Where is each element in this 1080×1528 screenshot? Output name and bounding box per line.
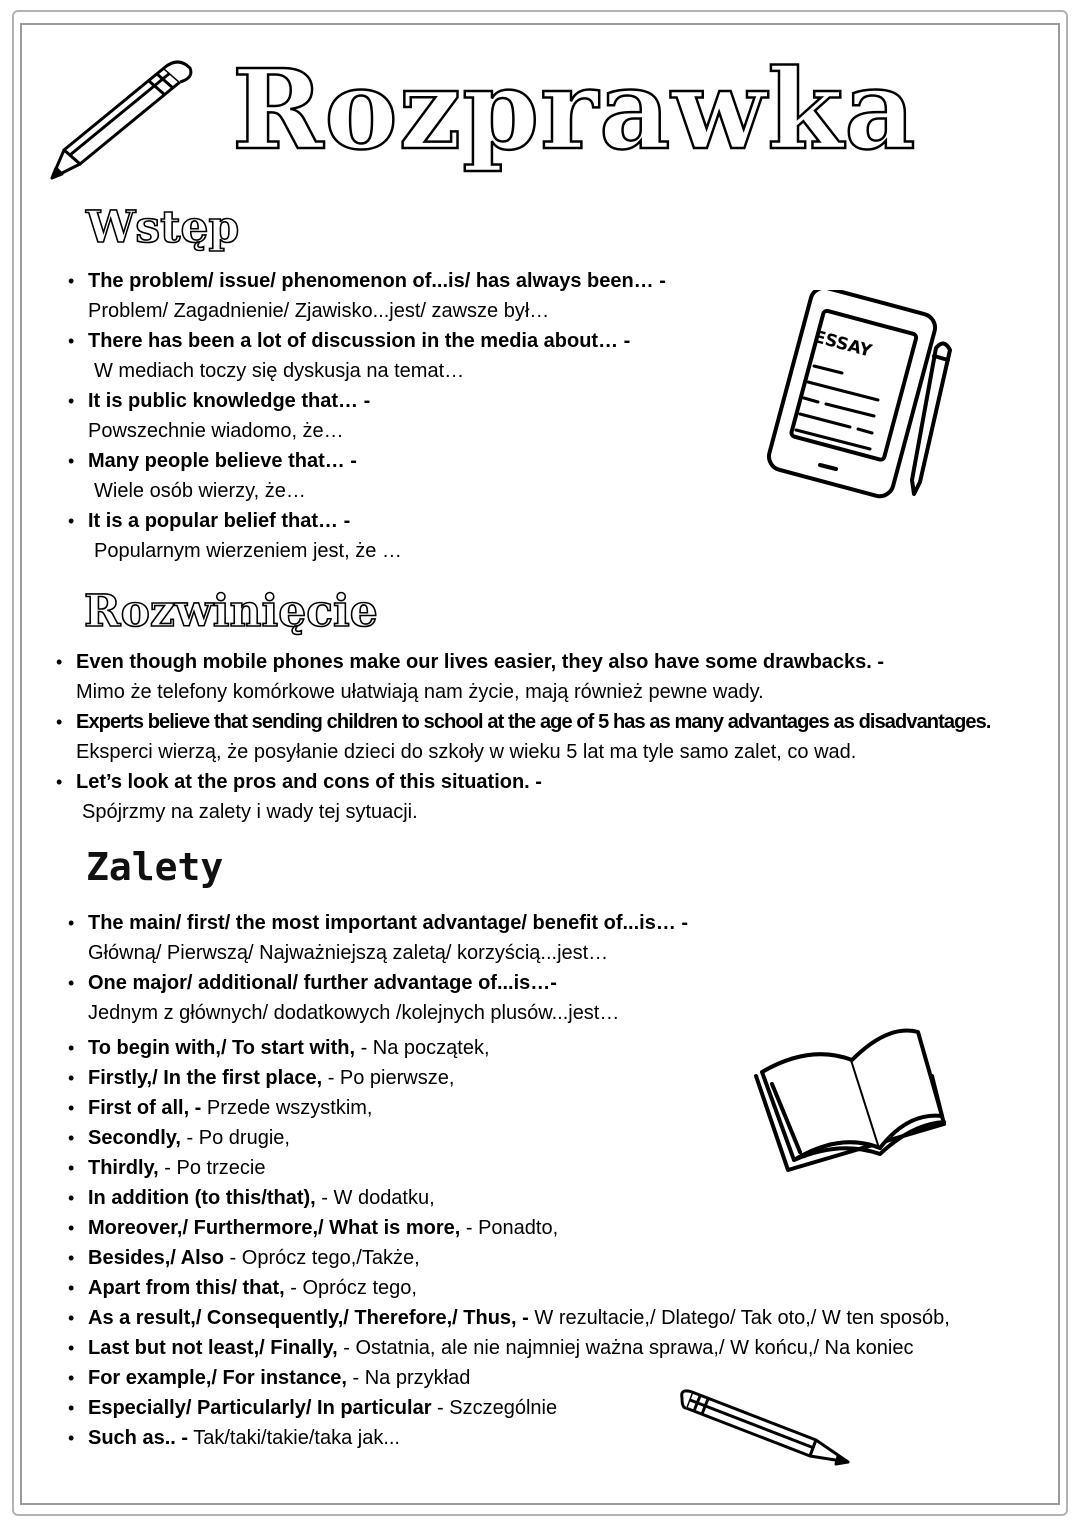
section-heading-wstep: Wstęp (86, 202, 240, 253)
list-item: • Many people believe that… - Wiele osób wierzy, że… (88, 446, 758, 506)
intro-phrase-list (88, 266, 758, 566)
list-item: • Even though mobile phones make our lives easier, they also have some drawbacks. - Mimo że telefony komórkowe ułatwiają nam życie, mają również pewne wady. (76, 647, 1066, 707)
list-item: • Especially/ Particularly/ In particular - Szczególnie (88, 1393, 1048, 1423)
list-item: • It is public knowledge that… - Powszechnie wiadomo, że… (88, 386, 758, 446)
essay-tablet-icon (758, 290, 958, 500)
list-item: • As a result,/ Consequently,/ Therefore,/ Thus, - W rezultacie,/ Dlatego/ Tak oto,/ W ten sposób, (88, 1303, 1048, 1333)
list-item: • First of all, - Przede wszystkim, (88, 1093, 1048, 1123)
pencil-icon (44, 50, 194, 180)
list-item: • In addition (to this/that), - W dodatku, (88, 1183, 1048, 1213)
list-item: • It is a popular belief that… - Popularnym wierzeniem jest, że … (88, 506, 758, 566)
list-item: • Firstly,/ In the first place, - Po pierwsze, (88, 1063, 1048, 1093)
open-book-icon (748, 1020, 953, 1180)
list-item: • The main/ first/ the most important advantage/ benefit of...is… - Główną/ Pierwszą/ Najważniejszą zaletą/ korzyścią...jest… (88, 908, 788, 968)
essay-label: ESSAY (811, 327, 874, 362)
list-item: • To begin with,/ To start with, - Na początek, (88, 1033, 1048, 1063)
pencil-icon (678, 1382, 854, 1468)
list-item: • Apart from this/ that, - Oprócz tego, (88, 1273, 1048, 1303)
list-item: • Thirdly, - Po trzecie (88, 1153, 1048, 1183)
section-heading-rozwiniecie: Rozwinięcie (84, 586, 378, 637)
body-phrase-list (76, 647, 1066, 827)
list-item: • Secondly, - Po drugie, (88, 1123, 1048, 1153)
list-item: • The problem/ issue/ phenomenon of...is/ has always been… - Problem/ Zagadnienie/ Zjawisko...jest/ zawsze był… (88, 266, 758, 326)
list-item: • Last but not least,/ Finally, - Ostatnia, ale nie najmniej ważna sprawa,/ W końcu,/ Na koniec (88, 1333, 1048, 1363)
list-item: • There has been a lot of discussion in the media about… - W mediach toczy się dyskusja na temat… (88, 326, 758, 386)
list-item: • Moreover,/ Furthermore,/ What is more, - Ponadto, (88, 1213, 1048, 1243)
list-item: • Experts believe that sending children to school at the age of 5 has as many advantages as disadvantages. Eksperci wierzą, że posyłanie dzieci do szkoły w wieku 5 lat ma tyle samo zalet, co wad. (76, 707, 1066, 767)
advantages-intro-list (88, 908, 788, 1028)
list-item: • One major/ additional/ further advantage of...is…- Jednym z głównych/ dodatkowych /kolejnych plusów...jest… (88, 968, 788, 1028)
list-item: • Such as.. - Tak/taki/takie/taka jak... (88, 1423, 1048, 1453)
section-heading-zalety: Zalety (86, 845, 224, 889)
list-item: • Let’s look at the pros and cons of this situation. - Spójrzmy na zalety i wady tej sytuacji. (76, 767, 1066, 827)
list-item: • Besides,/ Also - Oprócz tego,/Także, (88, 1243, 1048, 1273)
list-item: • For example,/ For instance, - Na przykład (88, 1363, 1048, 1393)
page-title: Rozprawka (232, 45, 917, 174)
